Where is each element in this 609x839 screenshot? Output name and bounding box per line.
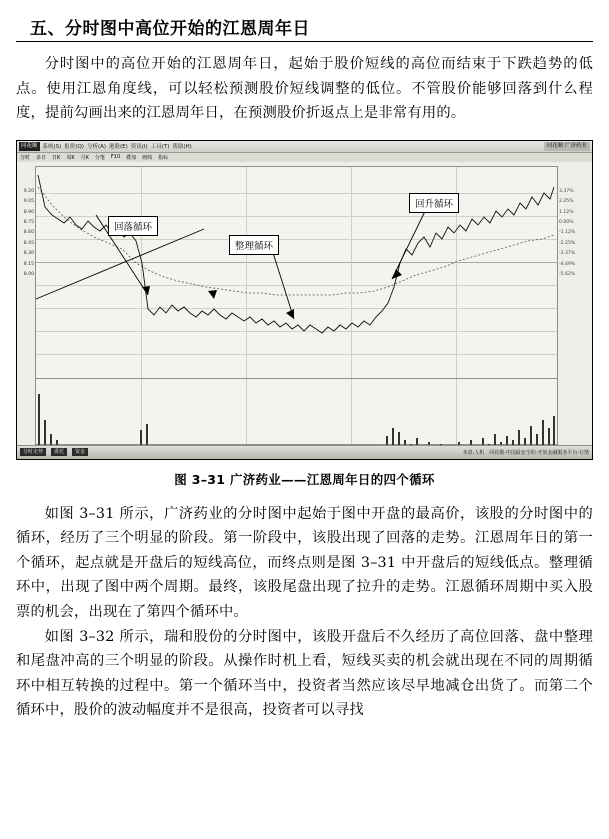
toolbar-tab-daily-k[interactable]: 日K <box>52 154 61 161</box>
menu-item-system[interactable]: 系统(S) <box>42 144 62 151</box>
annotation-rebound-cycle: 回升循环 <box>409 193 459 213</box>
paragraph-figure-3-32: 如图 3–32 所示，瑞和股份的分时图中，该股开盘后不久经历了高位回落、盘中整理和尾盘冲高的三个明显的阶段。从操作时机上看，短线买卖的机会就出现在不同的周期循环中相互转换的过程中。第一个循环当中，投资者当然应该尽早地减仓出货了。而第二个循环中，股价的波动幅度并不是很高，投资者可以寻找 <box>16 628 593 719</box>
annotation-consolidation-cycle: 整理循环 <box>229 235 279 255</box>
statusbar-item-intraday[interactable]: 分时走势 <box>20 448 46 456</box>
figure-caption: 图 3–31 广济药业——江恩周年日的四个循环 <box>174 471 435 487</box>
average-price-line <box>38 187 554 295</box>
app-statusbar <box>17 445 592 459</box>
axis-right-tick: 0.00% <box>559 219 574 225</box>
axis-left-tick: 8.60 <box>23 230 34 236</box>
annotation-pullback-cycle: 回落循环 <box>108 216 158 236</box>
toolbar-tab-overlay[interactable]: 叠加 <box>126 154 137 161</box>
statusbar-item-order[interactable]: 委托 <box>51 448 67 456</box>
axis-right-tick: 1.12% <box>559 209 574 215</box>
toolbar-tab-drawing[interactable]: 画线 <box>142 154 153 161</box>
price-line-svg <box>36 167 556 379</box>
menu-item-quote[interactable]: 报价(Q) <box>64 144 84 151</box>
percent-axis-right <box>559 187 591 281</box>
statusbar-brand-label: 同花顺·中国最安全的·开放金融服务平台·行情 <box>489 449 589 456</box>
menu-item-tools[interactable]: 工具(T) <box>150 144 170 151</box>
toolbar-tab-weekly-k[interactable]: 周K <box>66 154 75 161</box>
paragraph-figure-3-31: 如图 3–31 所示，广济药业的分时图中起始于图中开盘的最高价，该股的分时图中的循环，经历了三个明显的阶段。第一阶段中，该股出现了回落的走势。江恩周年日的第一个循环，起点就是开盘后的短线高位，而终点则是图 3–31 中开盘后的短线低点。整理循环中，出现了图中两个周期。最终，该股尾盘出现了拉升的走势。江恩循环周期中买入股票的机会，出现在了第四个循环中。 <box>16 505 593 621</box>
axis-right-tick: -4.49% <box>559 261 576 267</box>
axis-right-tick: 2.25% <box>559 199 574 205</box>
chart-plot[interactable] <box>35 166 558 445</box>
axis-left-tick: 8.30 <box>23 251 34 257</box>
axis-left-tick: 8.15 <box>23 261 34 267</box>
menu-item-analysis[interactable]: 分析(A) <box>86 144 106 151</box>
axis-right-tick: -5.62% <box>559 271 576 277</box>
axis-left-tick: 8.45 <box>23 240 34 246</box>
toolbar-tab-f10[interactable]: F10 <box>110 154 121 161</box>
paragraph-intro: 分时图中的高位开始的江恩周年日，起始于股价短线的高位而结束于下跌趋势的低点。使用江恩角度线，可以轻松预测股价短线调整的低位。不管股价能够回落到什么程度，提前勾画出来的江恩周年日，在预测股价折返点上是非常有用的。 <box>16 56 593 122</box>
statusbar-board-label: 本盘.人机 <box>462 449 485 456</box>
leader-line-2 <box>36 229 204 299</box>
toolbar-tab-indicator[interactable]: 指标 <box>158 154 169 161</box>
axis-right-tick: 3.37% <box>559 188 574 194</box>
arrow-head-3 <box>286 309 294 319</box>
axis-right-tick: -1.12% <box>559 230 576 236</box>
trading-software-screenshot <box>16 140 593 460</box>
axis-left-tick: 8.75 <box>23 219 34 225</box>
app-menubar <box>17 141 592 153</box>
toolbar-tab-multiday[interactable]: 多日 <box>36 154 47 161</box>
menu-item-news[interactable]: 资讯(I) <box>130 144 148 151</box>
menubar-symbol-label: 同花顺 广济药业 <box>544 142 590 151</box>
menu-item-hkstock[interactable]: 港股(E) <box>109 144 128 151</box>
price-axis-left <box>18 187 34 281</box>
document-page <box>0 14 609 839</box>
arrow-head-4 <box>392 269 402 279</box>
axis-left-tick: 8.90 <box>23 209 34 215</box>
axis-left-tick: 9.05 <box>23 199 34 205</box>
chart-area <box>17 162 592 445</box>
menu-item-help[interactable]: 帮助(H) <box>172 144 192 151</box>
app-logo: 同花顺 <box>21 142 38 149</box>
figure-3-31 <box>16 140 593 488</box>
arrow-head-2 <box>208 290 217 299</box>
volume-pane <box>36 380 557 444</box>
axis-left-tick: 9.20 <box>23 188 34 194</box>
axis-right-tick: -3.37% <box>559 251 576 257</box>
statusbar-item-funds[interactable]: 资金 <box>72 448 88 456</box>
price-line <box>38 175 554 333</box>
heading-divider <box>16 41 593 42</box>
toolbar-tab-monthly-k[interactable]: 月K <box>80 154 89 161</box>
section-heading: 五、分时图中高位开始的江恩周年日 <box>30 19 310 39</box>
price-pane <box>36 167 557 379</box>
axis-left-tick: 8.00 <box>23 271 34 277</box>
toolbar-tab-ticks[interactable]: 分笔 <box>94 154 105 161</box>
toolbar-tab-intraday[interactable]: 分时 <box>20 154 31 161</box>
axis-right-tick: -2.25% <box>559 240 576 246</box>
